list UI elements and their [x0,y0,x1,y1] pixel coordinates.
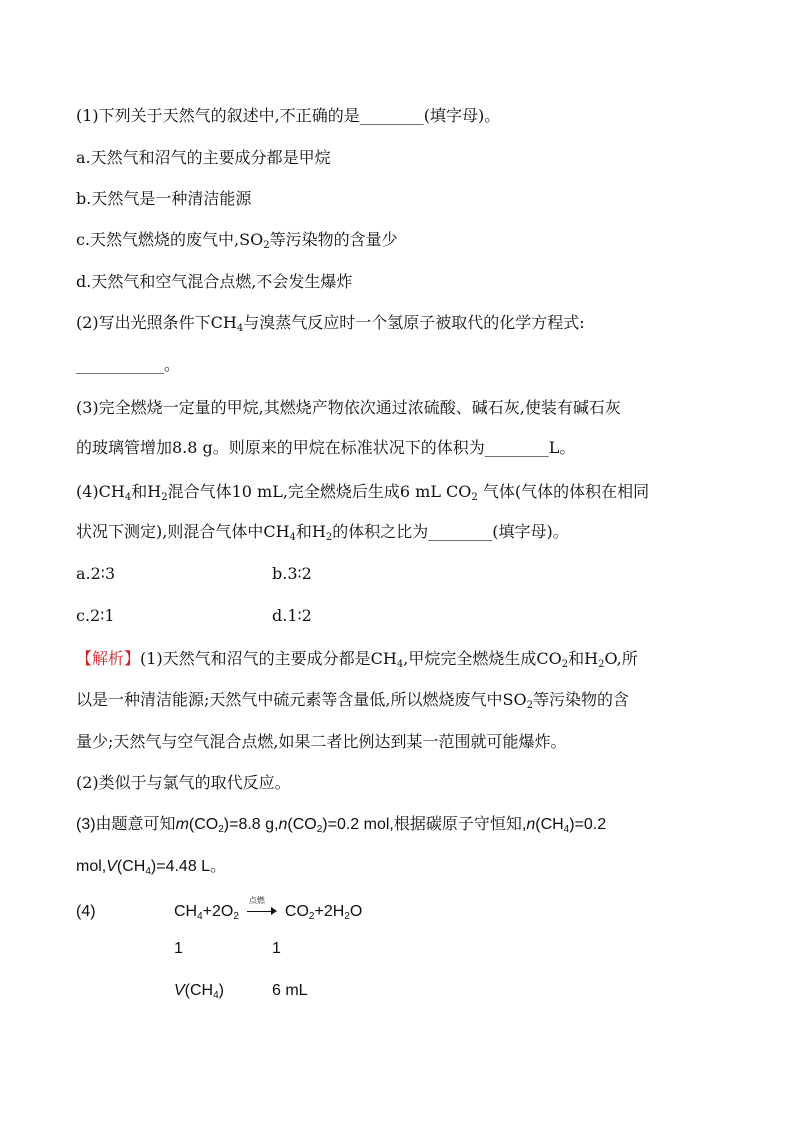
q2-blank: ___________。 [76,355,181,374]
q4-option-c: c.2∶1 [76,606,115,625]
analysis-part3-line1: (3)由题意可知$m(CO_2)=8.8$ $g,n(CO_2)=0.2$ mol,根据碳原子守恒知$,n(CH_4)=0.2$ [76,816,607,835]
volume-left: $V(CH_4)$ [174,982,224,1001]
analysis-part3-line2: $mol,V(CH_4)=4.48$ L。 [76,858,227,877]
q3-line1: (3)完全燃烧一定量的甲烷,其燃烧产物依次通过浓硫酸、碱石灰,使装有碱石灰 [76,398,621,417]
analysis-part4-label: (4) [76,903,96,920]
volume-right: 6 mL [272,982,308,999]
q4-option-d: d.1∶2 [272,606,312,625]
q4-line2: 状况下测定),则混合气体中$CH_4$和$H_2$的体积之比为________(填字母)。 [76,522,569,543]
q1-option-d: d.天然气和空气混合点燃,不会发生爆炸 [76,272,353,291]
analysis-line3: 量少;天然气与空气混合点燃,如果二者比例达到某一范围就可能爆炸。 [76,732,567,751]
q4-line1: $(4)CH_4$和$H_2$混合气体10 mL,完全燃烧后生成6 mL $CO_2$ 气体(气体的体积在相同 [76,482,650,503]
q1-option-b: b.天然气是一种清洁能源 [76,189,252,208]
q2-stem: (2)写出光照条件下$CH_4$与溴蒸气反应时一个氢原子被取代的化学方程式: [76,313,585,334]
q1-stem: (1)下列关于天然气的叙述中,不正确的是________(填字母)。 [76,106,501,125]
ratio-left: 1 [174,940,183,957]
analysis-line2: 以是一种清洁能源;天然气中硫元素等含量低,所以燃烧废气中$SO_2$等污染物的含 [76,690,629,711]
ratio-right: 1 [272,940,281,957]
reaction-arrow [247,895,277,919]
reaction-equation: $CH_4+2O_2$ 点燃 $CO_2+2H_2O$ [174,895,363,922]
reaction-condition: 点燃 [248,895,265,905]
analysis-line1: 【解析】(1)天然气和沼气的主要成分都是$CH_4$,甲烷完全燃烧生成$CO_2$和$H_2O$,所 [76,649,638,670]
q3-line2: 的玻璃管增加8.8 g。则原来的甲烷在标准状况下的体积为________L。 [76,438,576,457]
q4-option-b: b.3∶2 [272,564,312,583]
q1-option-a: a.天然气和沼气的主要成分都是甲烷 [76,148,331,167]
q4-option-a: a.2∶3 [76,564,116,583]
analysis-tag: 【解析】 [76,649,141,668]
analysis-part2: (2)类似于与氯气的取代反应。 [76,773,291,792]
q1-option-c: c.天然气燃烧的废气中$,SO_2$等污染物的含量少 [76,230,398,251]
